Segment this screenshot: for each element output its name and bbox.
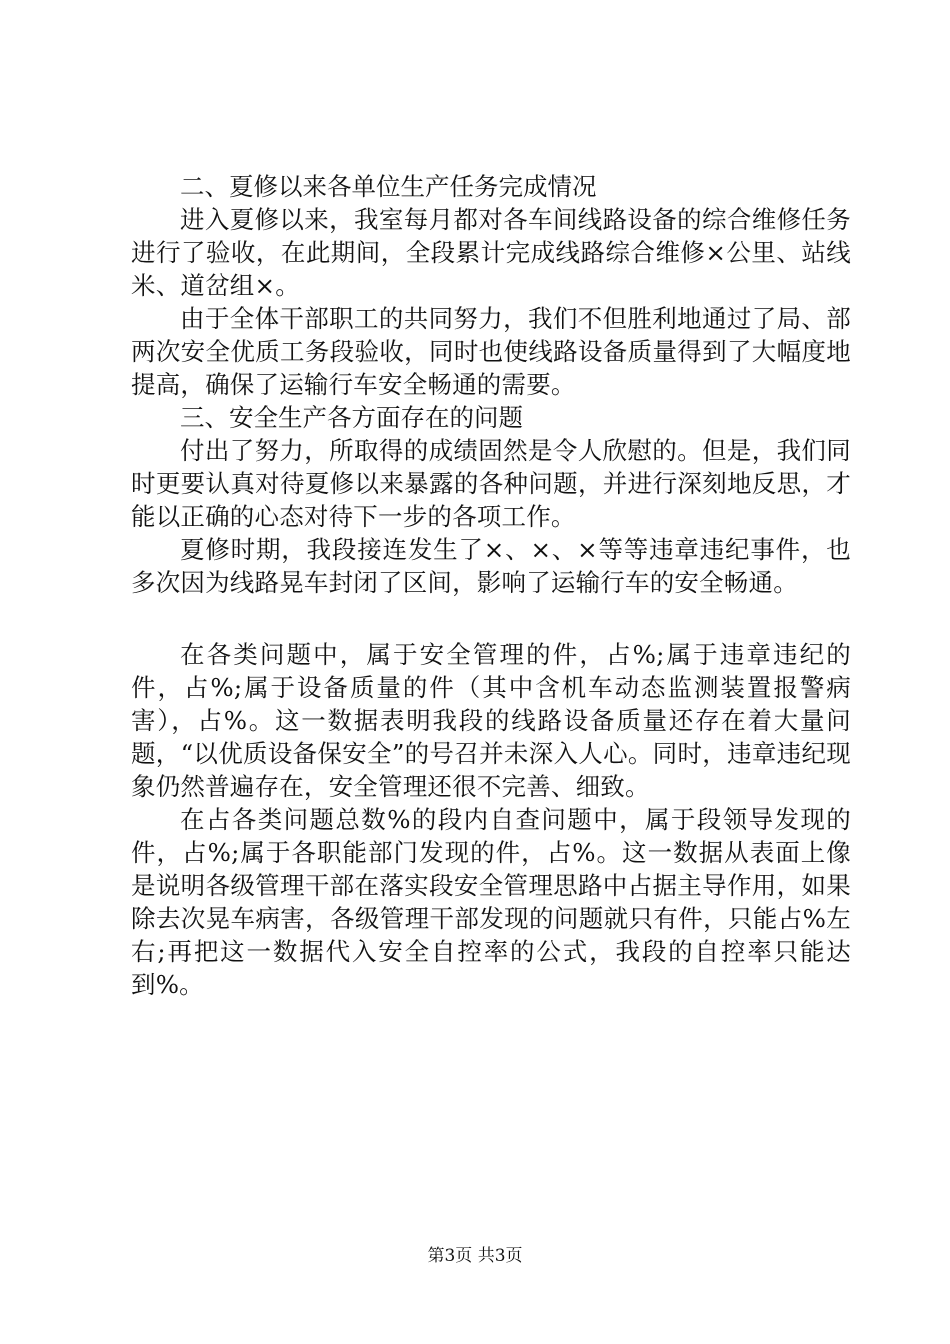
paragraph: 进入夏修以来，我室每月都对各车间线路设备的综合维修任务进行了验收，在此期间，全段累计完成线路综合维修×公里、站线米、道岔组×。: [131, 205, 851, 300]
paragraph-spacer: [131, 599, 851, 638]
section-heading-2: 二、夏修以来各单位生产任务完成情况: [180, 172, 597, 201]
section-heading-3: 三、安全生产各方面存在的问题: [180, 403, 523, 432]
document-body: [131, 170, 851, 1001]
paragraph: 夏修时期，我段接连发生了×、×、×等等违章违纪事件，也多次因为线路晃车封闭了区间，影响了运输行车的安全畅通。: [131, 535, 851, 597]
paragraph: 在各类问题中，属于安全管理的件，占%;属于违章违纪的件，占%;属于设备质量的件（其中含机车动态监测装置报警病害），占%。这一数据表明我段的线路设备质量还存在着大量问题，“以优质设备保安全”的号召并未深入人心。同时，违章违纪现象仍然普遍存在，安全管理还很不完善、细致。: [131, 640, 851, 801]
page-footer: 第3页 共3页: [427, 1246, 523, 1266]
paragraph: 付出了努力，所取得的成绩固然是令人欣慰的。但是，我们同时更要认真对待夏修以来暴露的各种问题，并进行深刻地反思，才能以正确的心态对待下一步的各项工作。: [131, 436, 851, 531]
paragraph: 在占各类问题总数%的段内自查问题中，属于段领导发现的件，占%;属于各职能部门发现的件，占%。这一数据从表面上像是说明各级管理干部在落实段安全管理思路中占据主导作用，如果除去次晃车病害，各级管理干部发现的问题就只有件，只能占%左右;再把这一数据代入安全自控率的公式，我段的自控率只能达到%。: [131, 805, 851, 999]
paragraph: 由于全体干部职工的共同努力，我们不但胜利地通过了局、部两次安全优质工务段验收，同时也使线路设备质量得到了大幅度地提高，确保了运输行车安全畅通的需要。: [131, 304, 851, 399]
